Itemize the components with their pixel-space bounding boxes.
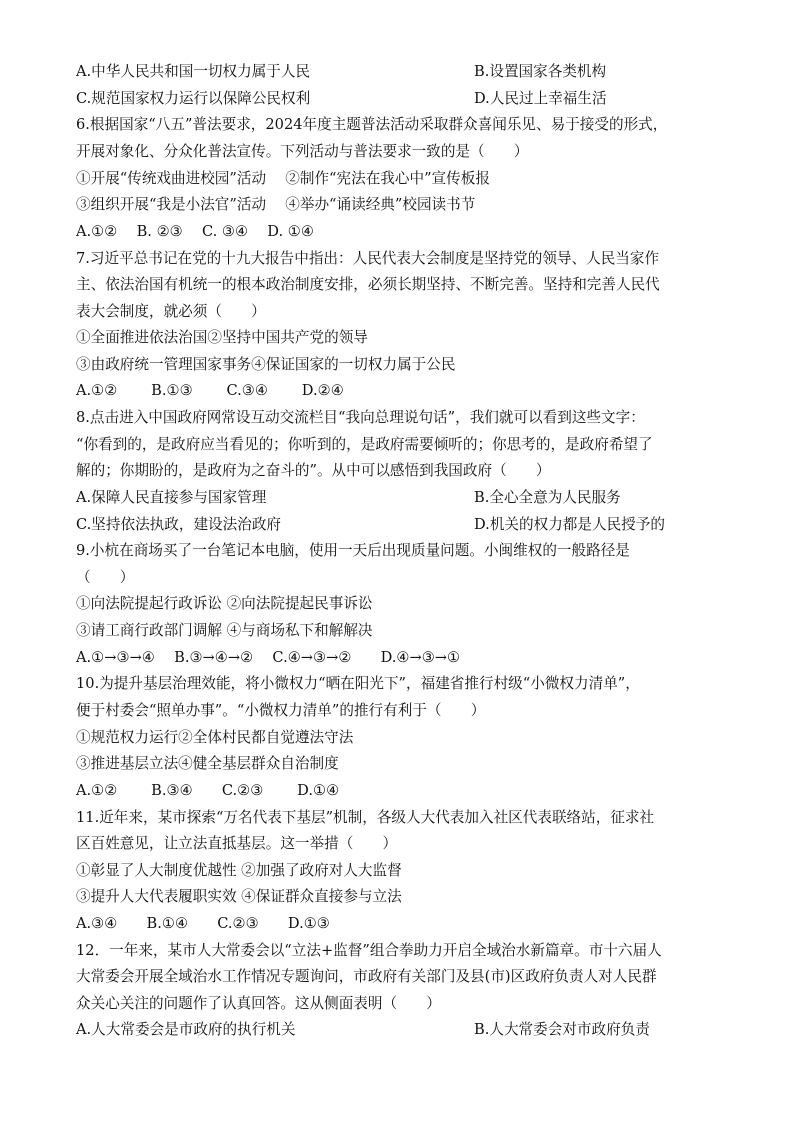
q9-stem-line-1: 9.小杭在商场买了一台笔记本电脑，使用一天后出现质量问题。小闽维权的一般路径是 [76, 542, 630, 559]
q8-option-b: B.全心全意为人民服务 [474, 489, 621, 506]
q10-stem-line-2: 便于村委会“照单办事”。“小微权力清单”的推行有利于（ ） [76, 702, 486, 719]
q11-options: A.③④ B.①④ C.②③ D.①③ [76, 915, 330, 932]
q7-options: A.①② B.①③ C.③④ D.②④ [76, 382, 344, 399]
q12-option-a: A.人大常委会是市政府的执行机关 [76, 1021, 296, 1038]
q6-stem-line-1: 6.根据国家“八五”普法要求，2024年度主题普法活动采取群众喜闻乐见、易于接受的形式， [76, 116, 668, 133]
q7-stem-line-3: 表大会制度，就必须（ ） [76, 303, 266, 320]
q7-statements-1: ①全面推进依法治国②坚持中国共产党的领导 [76, 329, 368, 346]
q9-stem-line-2: （ ） [76, 569, 135, 586]
q5-option-a: A.中华人民共和国一切权力属于人民 [76, 63, 311, 80]
q11-stem-line-2: 区百姓意见，让立法直抵基层。这一举措（ ） [76, 835, 398, 852]
q12-stem-line-1: 12．一年来，某市人大常委会以“立法+监督”组合拳助力开启全域治水新篇章。市十六届人 [76, 942, 662, 959]
q7-statements-2: ③由政府统一管理国家事务④保证国家的一切权力属于公民 [76, 356, 456, 373]
q12-stem-line-2: 大常委会开展全域治水工作情况专题询问，市政府有关部门及县(市)区政府负责人对人民群 [76, 968, 657, 985]
q7-stem-line-1: 7.习近平总书记在党的十九大报告中指出：人民代表大会制度是坚持党的领导、人民当家作 [76, 250, 660, 267]
q11-statements-2: ③提升人大代表履职实效 ④保证群众直接参与立法 [76, 888, 402, 905]
q6-statements-1: ①开展“传统戏曲进校园”活动 ②制作“宪法在我心中”宣传板报 [76, 170, 490, 187]
q12-stem-line-3: 众关心关注的问题作了认真回答。这从侧面表明（ ） [76, 995, 441, 1012]
q9-statements-2: ③请工商行政部门调解 ④与商场私下和解解决 [76, 622, 373, 639]
q8-stem-line-2: “你看到的，是政府应当看见的；你听到的，是政府需要倾听的；你思考的，是政府希望了 [76, 436, 653, 453]
q10-options: A.①② B.③④ C.②③ D.①④ [76, 782, 340, 799]
q10-statements-1: ①规范权力运行②全体村民都自觉遵法守法 [76, 729, 354, 746]
q10-statements-2: ③推进基层立法④健全基层群众自治制度 [76, 755, 339, 772]
q6-options: A.①② B. ②③ C. ③④ D. ①④ [76, 223, 314, 240]
q8-stem-line-3: 解的；你期盼的，是政府为之奋斗的”。从中可以感悟到我国政府（ ） [76, 462, 551, 479]
q6-statements-2: ③组织开展“我是小法官”活动 ④举办“诵读经典”校园读书节 [76, 196, 476, 213]
q12-option-b: B.人大常委会对市政府负责 [474, 1021, 650, 1038]
q8-option-a: A.保障人民直接参与国家管理 [76, 489, 267, 506]
q11-statements-1: ①彰显了人大制度优越性 ②加强了政府对人大监督 [76, 862, 402, 879]
q5-options-row-2 [76, 86, 726, 112]
q8-option-c: C.坚持依法执政，建设法治政府 [76, 516, 282, 533]
q8-options-row-2 [76, 512, 726, 538]
q5-options-row-1 [76, 59, 726, 85]
q8-options-row-1 [76, 485, 726, 511]
q8-option-d: D.机关的权力都是人民授予的 [474, 516, 665, 533]
q9-options: A.①→③→④ B.③→④→② C.④→③→② D.④→③→① [76, 649, 461, 666]
q11-stem-line-1: 11.近年来，某市探索“万名代表下基层”机制，各级人大代表加入社区代表联络站，征求社 [76, 809, 655, 826]
q7-stem-line-2: 主、依法治国有机统一的根本政治制度安排，必须长期坚持、不断完善。坚持和完善人民代 [76, 276, 660, 293]
q6-stem-line-2: 开展对象化、分众化普法宣传。下列活动与普法要求一致的是（ ） [76, 143, 529, 160]
q12-options-row-1 [76, 1017, 726, 1043]
q8-stem-line-1: 8.点击进入中国政府网常设互动交流栏目“我向总理说句话”，我们就可以看到这些文字： [76, 409, 645, 426]
q5-option-b: B.设置国家各类机构 [474, 63, 607, 80]
q10-stem-line-1: 10.为提升基层治理效能，将小微权力“晒在阳光下”，福建省推行村级“小微权力清单”， [76, 675, 640, 692]
q5-option-c: C.规范国家权力运行以保障公民权利 [76, 90, 311, 107]
q9-statements-1: ①向法院提起行政诉讼 ②向法院提起民事诉讼 [76, 595, 373, 612]
q5-option-d: D.人民过上幸福生活 [474, 90, 607, 107]
